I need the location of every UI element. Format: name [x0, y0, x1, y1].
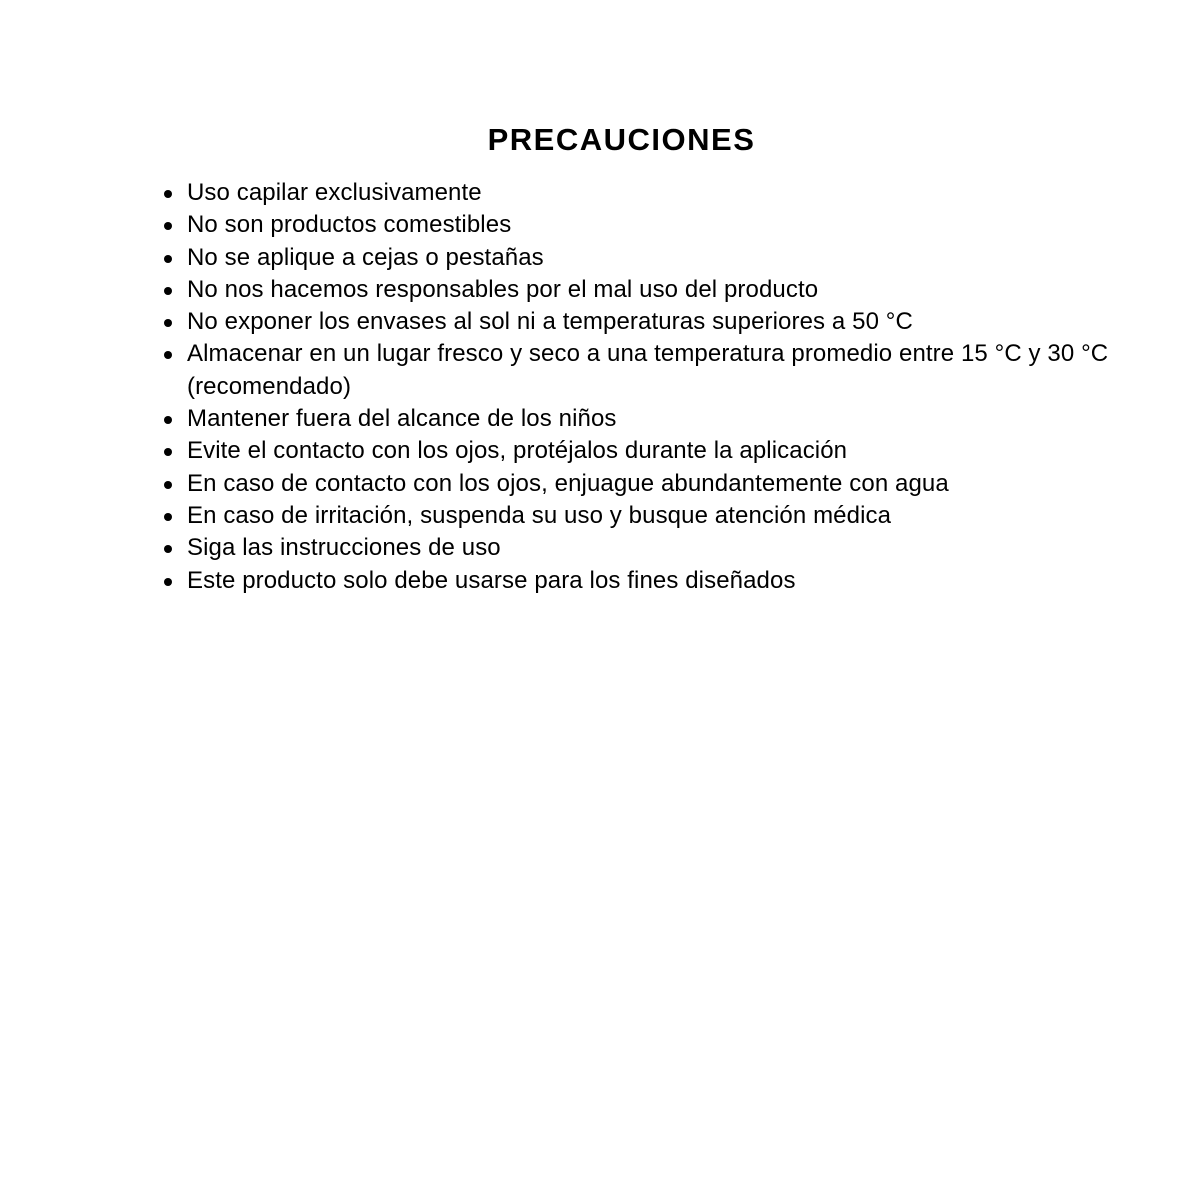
- bullet-icon: [164, 448, 172, 456]
- bullet-icon: [164, 513, 172, 521]
- list-item-text: Siga las instrucciones de uso: [187, 534, 501, 562]
- list-item-text: En caso de contacto con los ojos, enjuague abundantemente con agua: [187, 469, 949, 497]
- page-title: PRECAUCIONES: [487, 122, 756, 157]
- list-item-text: No se aplique a cejas o pestañas: [187, 243, 544, 271]
- list-item: [158, 565, 1118, 597]
- list-item-text: Mantener fuera del alcance de los niños: [187, 405, 617, 433]
- list-item: [158, 500, 1118, 532]
- bullet-icon: [164, 222, 172, 230]
- list-item: [158, 274, 1118, 306]
- bullet-icon: [164, 416, 172, 424]
- list-item-text: Este producto solo debe usarse para los fines diseñados: [187, 566, 796, 594]
- list-item-text: Almacenar en un lugar fresco y seco a una temperatura promedio entre 15 °C y 30 °C (recomendado): [187, 340, 1109, 400]
- bullet-icon: [164, 545, 172, 553]
- list-item-text: Evite el contacto con los ojos, protéjalos durante la aplicación: [187, 437, 848, 465]
- list-item-text: No exponer los envases al sol ni a temperaturas superiores a 50 °C: [187, 308, 913, 336]
- bullet-icon: [164, 255, 172, 263]
- bullet-icon: [164, 351, 172, 359]
- list-item-text: No son productos comestibles: [187, 211, 512, 239]
- list-item: [158, 403, 1118, 435]
- list-item: [158, 177, 1118, 209]
- list-item: [158, 338, 1118, 403]
- list-item: [158, 532, 1118, 564]
- bullet-icon: [164, 481, 172, 489]
- bullet-icon: [164, 578, 172, 586]
- bullet-icon: [164, 319, 172, 327]
- list-item: [158, 468, 1118, 500]
- list-item: [158, 306, 1118, 338]
- bullet-icon: [164, 190, 172, 198]
- bullet-icon: [164, 287, 172, 295]
- list-item: [158, 209, 1118, 241]
- list-item: [158, 435, 1118, 467]
- precautions-list: [158, 177, 1118, 597]
- list-item-text: En caso de irritación, suspenda su uso y busque atención médica: [187, 501, 892, 529]
- list-item: [158, 242, 1118, 274]
- list-item-text: No nos hacemos responsables por el mal uso del producto: [187, 275, 819, 303]
- list-item-text: Uso capilar exclusivamente: [187, 179, 482, 206]
